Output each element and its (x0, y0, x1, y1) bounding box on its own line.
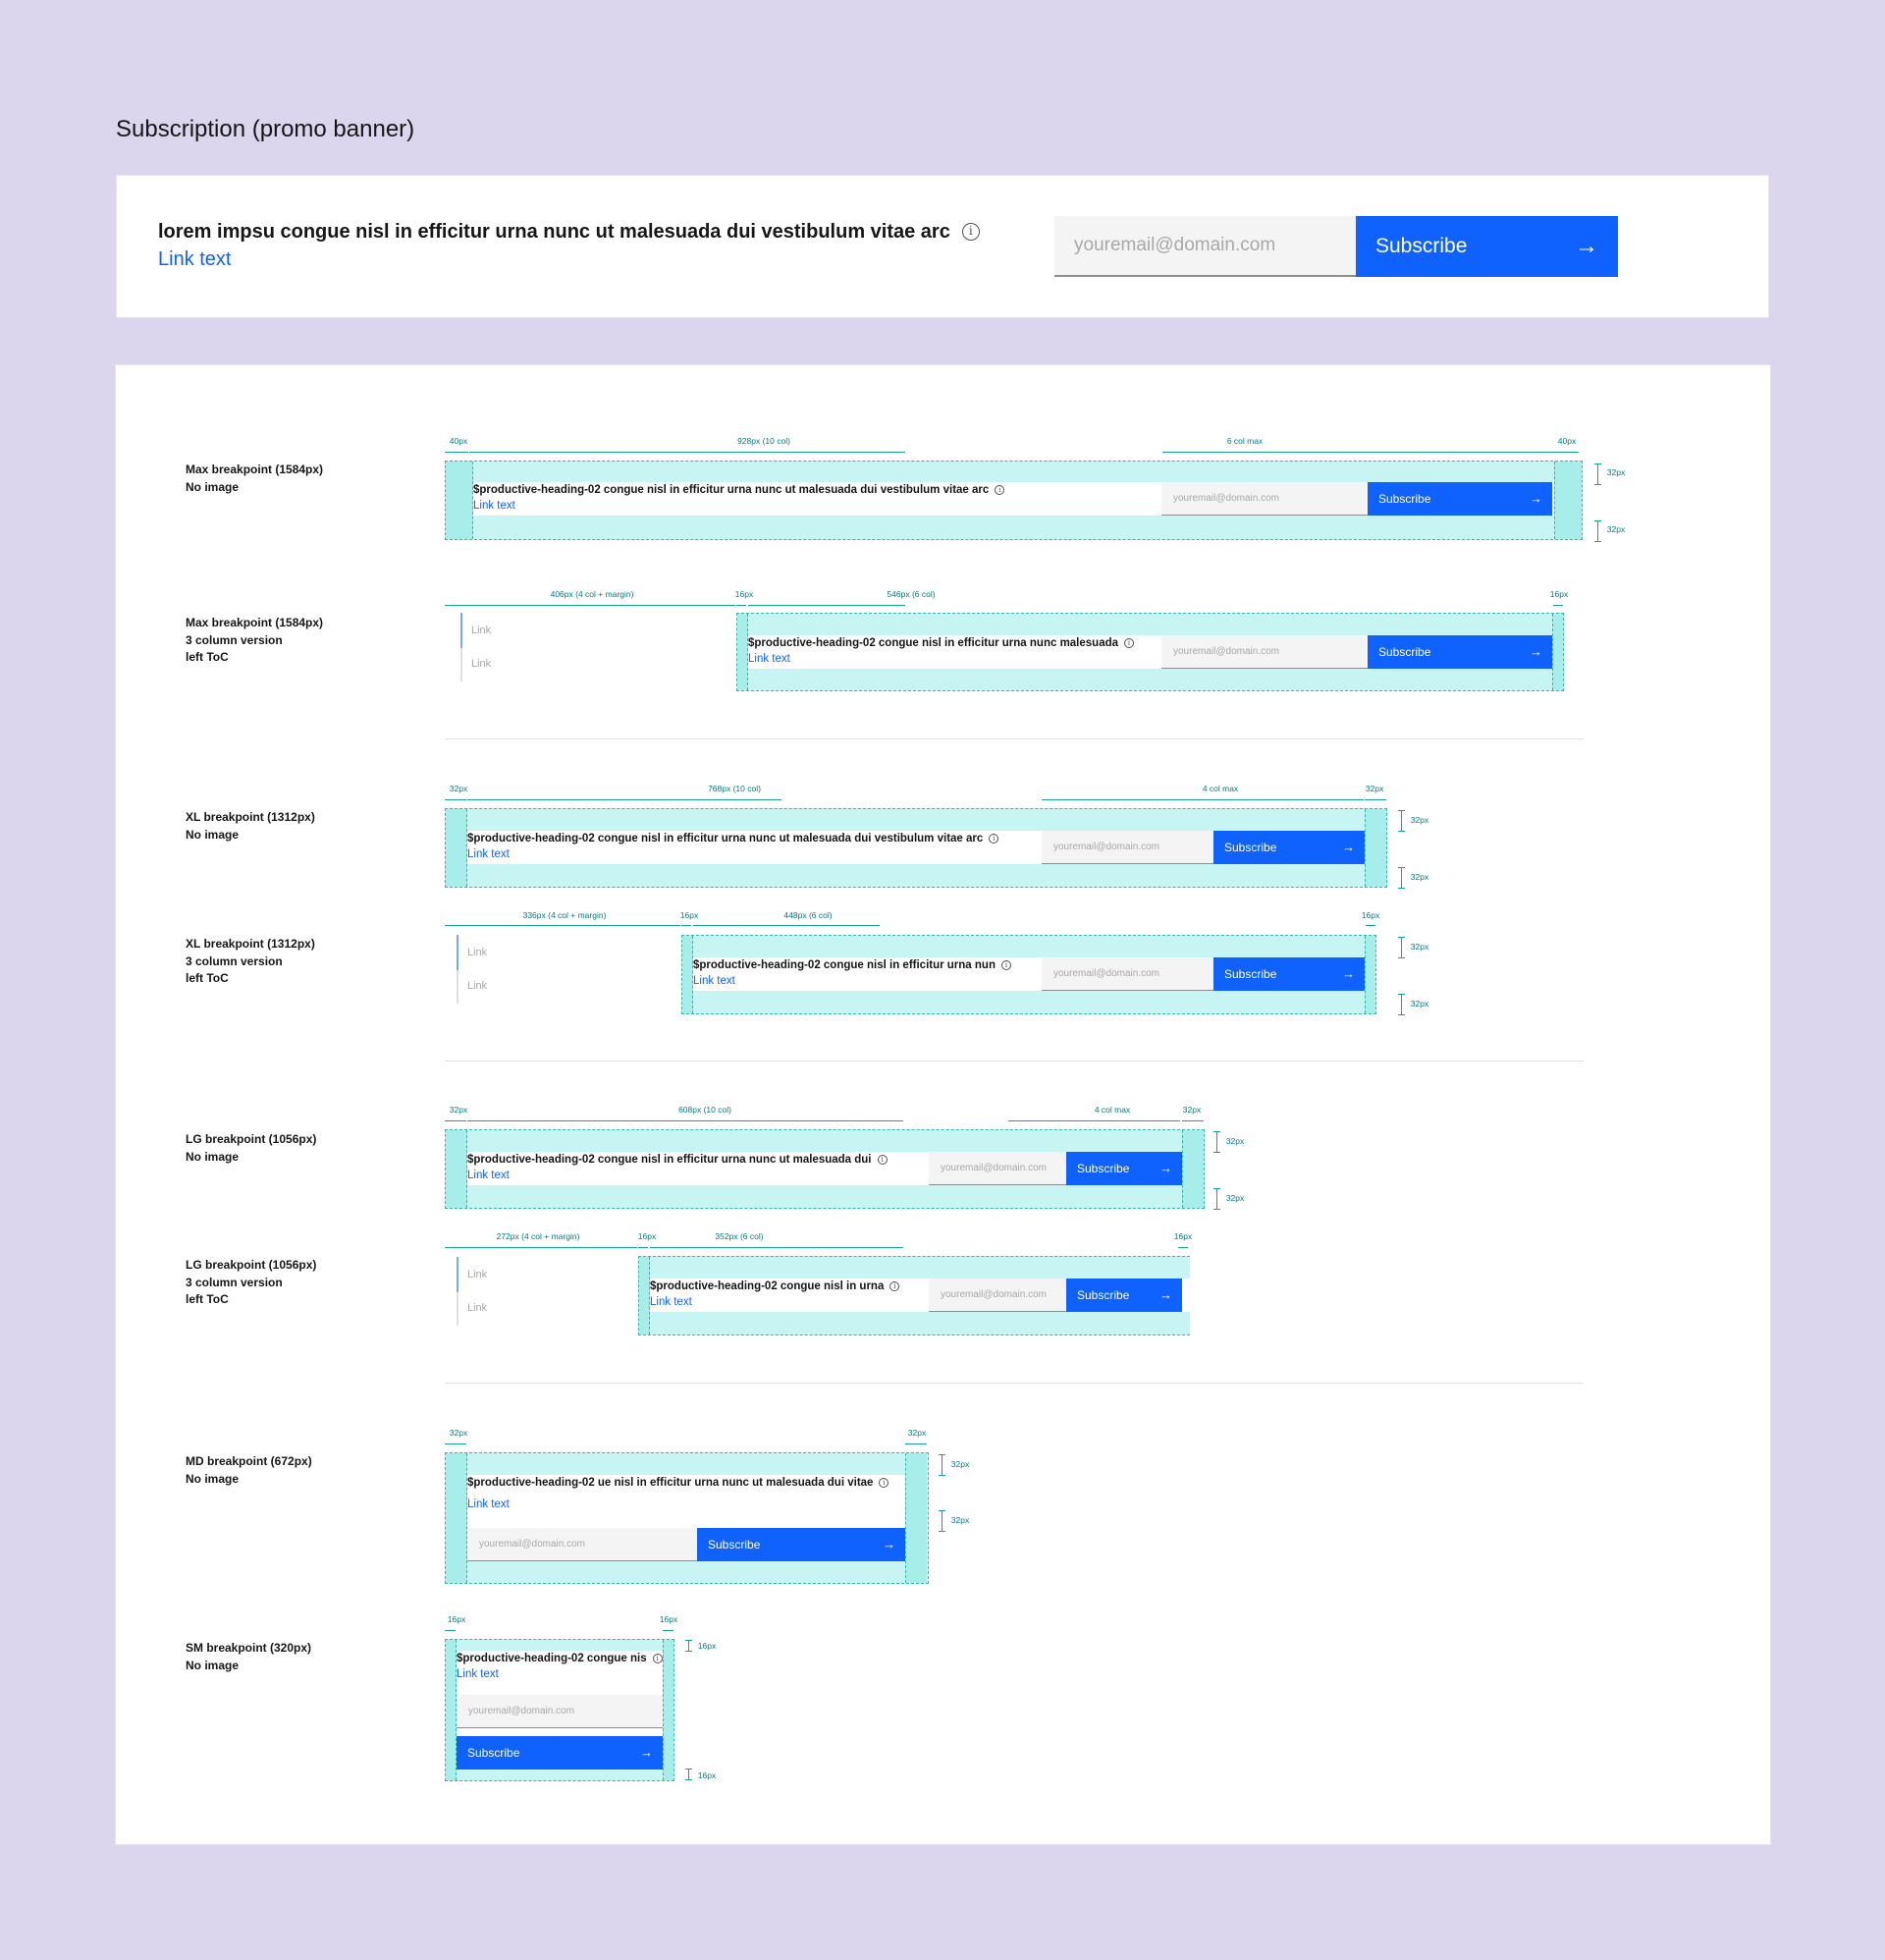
preview-email-input[interactable]: youremail@domain.com (467, 1528, 697, 1561)
promo-banner (116, 175, 1769, 318)
arrow-right-icon: → (1575, 233, 1598, 259)
preview-link[interactable]: Link text (467, 848, 510, 860)
preview-heading (467, 1153, 888, 1167)
preview-heading-text: $productive-heading-02 congue nisl in urna (650, 1280, 885, 1292)
measure-top-padding: 32px (1410, 942, 1429, 952)
preview-heading-text: $productive-heading-02 congue nis (457, 1653, 647, 1664)
measure-line (445, 925, 680, 926)
right-margin-area (1182, 1130, 1204, 1208)
measure-line (445, 1247, 637, 1248)
preview-heading (748, 636, 1134, 650)
measure-right-margin: 16px (659, 1614, 678, 1624)
preview-heading-text: $productive-heading-02 congue nisl in efficitur urna nunc ut malesuada dui vestibulum vitae arc (473, 484, 990, 496)
banner-preview (467, 1475, 905, 1561)
measure-left-margin: 32px (449, 1105, 468, 1115)
preview-heading (693, 958, 1011, 972)
preview-heading (650, 1279, 899, 1293)
info-icon[interactable]: i (989, 834, 998, 844)
preview-heading (467, 832, 998, 845)
banner-preview (457, 1651, 663, 1769)
measure-right-gutter: 16px (1173, 1231, 1193, 1241)
preview-heading-text: $productive-heading-02 congue nisl in efficitur urna nunc ut malesuada dui (467, 1154, 872, 1166)
measure-bottom-padding: 32px (1606, 524, 1626, 534)
measure-line (445, 605, 735, 606)
preview-heading-text: $productive-heading-02 congue nisl in efficitur urna nunc malesuada (748, 637, 1119, 649)
measure-line (469, 452, 905, 453)
spec-label-xl-3col: XL breakpoint (1312px) 3 column version left ToC (186, 937, 315, 985)
toc-link[interactable]: Link (467, 1302, 488, 1314)
measure-line (467, 799, 781, 800)
measure-left-margin: 32px (449, 1428, 468, 1438)
banner-preview (467, 831, 1365, 864)
right-gutter-area (1365, 936, 1375, 1013)
measure-left-margin: 16px (447, 1614, 466, 1624)
spec-label-max-3col: Max breakpoint (1584px) 3 column version left ToC (186, 616, 324, 664)
preview-email-input[interactable]: youremail@domain.com (1161, 635, 1368, 669)
toc-link[interactable]: Link (467, 947, 488, 958)
left-margin-area (446, 1640, 457, 1780)
preview-link[interactable]: Link text (457, 1668, 499, 1680)
measure-content-width: 546px (6 col) (887, 589, 936, 599)
preview-subscribe-label: Subscribe (1224, 967, 1277, 981)
right-margin-area (1365, 809, 1386, 887)
measure-content-width: 448px (6 col) (783, 910, 833, 920)
preview-subscribe-label: Subscribe (1077, 1162, 1130, 1175)
spec-label-md: MD breakpoint (672px) No image (186, 1454, 312, 1486)
preview-subscribe-label: Subscribe (1224, 841, 1277, 854)
preview-heading-text: $productive-heading-02 ue nisl in efficitur urna nunc ut malesuada dui vitae (467, 1477, 874, 1489)
banner-preview (467, 1152, 1182, 1185)
left-margin-area (446, 809, 467, 887)
spec-label-sm: SM breakpoint (320px) No image (186, 1641, 312, 1672)
left-margin-area (446, 1453, 467, 1583)
measure-top-padding: 32px (1410, 815, 1429, 825)
measure-content-width: 768px (10 col) (708, 784, 761, 793)
measure-line (445, 799, 466, 800)
measure-right-gutter: 16px (1361, 910, 1380, 920)
banner-preview (473, 482, 1554, 516)
preview-link[interactable]: Link text (473, 500, 515, 512)
left-margin-area (446, 1130, 467, 1208)
banner-preview (748, 635, 1552, 669)
measure-bottom-padding: 32px (1410, 872, 1429, 882)
measure-bottom-padding: 32px (950, 1515, 970, 1525)
measure-line (1555, 452, 1579, 453)
info-icon[interactable]: i (1001, 960, 1011, 970)
preview-link[interactable]: Link text (748, 653, 790, 665)
measure-bottom-padding: 32px (1410, 999, 1429, 1008)
left-gutter-area (682, 936, 693, 1013)
measure-line (681, 925, 691, 926)
spec-label-max: Max breakpoint (1584px) No image (186, 463, 324, 494)
measure-right-margin: 32px (1182, 1105, 1202, 1115)
measure-line (1365, 799, 1386, 800)
measure-content-width: 352px (6 col) (715, 1231, 764, 1241)
preview-subscribe-button[interactable] (1368, 635, 1552, 669)
measure-left-margin: 40px (449, 436, 468, 446)
measure-line (1042, 799, 1364, 800)
left-gutter-area (639, 1257, 650, 1334)
preview-subscribe-button[interactable] (1368, 482, 1552, 516)
measure-form-width: 4 col max (1202, 784, 1239, 793)
measure-line (1366, 925, 1375, 926)
measure-line (1008, 1120, 1180, 1121)
preview-heading (457, 1652, 663, 1665)
banner-heading (158, 219, 980, 245)
toc-nav (457, 1257, 488, 1326)
arrow-right-icon: → (883, 1537, 895, 1552)
preview-email-input[interactable]: youremail@domain.com (1161, 482, 1368, 516)
preview-email-input[interactable]: youremail@domain.com (929, 1279, 1066, 1312)
section-divider (445, 738, 1584, 739)
measure-toc-width: 336px (4 col + margin) (522, 910, 607, 920)
preview-subscribe-button[interactable] (1066, 1152, 1182, 1185)
arrow-right-icon: → (640, 1745, 653, 1760)
preview-email-input[interactable]: youremail@domain.com (929, 1152, 1066, 1185)
preview-email-input[interactable]: youremail@domain.com (1042, 957, 1213, 991)
subscribe-button-label: Subscribe (1375, 235, 1468, 257)
preview-subscribe-button[interactable] (1213, 957, 1365, 991)
left-margin-area (446, 462, 473, 539)
spec-label-xl: XL breakpoint (1312px) No image (186, 810, 315, 842)
toc-active-indicator (457, 1257, 458, 1292)
right-margin-area (1554, 462, 1582, 539)
measure-right-margin: 32px (907, 1428, 927, 1438)
measure-toc-width: 406px (4 col + margin) (550, 589, 634, 599)
preview-link[interactable]: Link text (467, 1170, 510, 1181)
left-gutter-area (737, 614, 748, 690)
arrow-right-icon: → (1342, 840, 1355, 854)
arrow-right-icon: → (1530, 644, 1542, 659)
preview-heading (467, 1476, 889, 1490)
right-margin-area (663, 1640, 673, 1780)
measure-left-gutter: 16px (637, 1231, 657, 1241)
info-icon[interactable]: i (1124, 638, 1134, 648)
measure-left-gutter: 16px (734, 589, 754, 599)
preview-subscribe-label: Subscribe (708, 1538, 761, 1552)
measure-right-margin: 32px (1365, 784, 1384, 793)
preview-heading (473, 483, 1004, 497)
info-icon[interactable]: i (962, 223, 980, 241)
measure-line (445, 452, 468, 453)
banner-preview (650, 1279, 1190, 1312)
measure-top-padding: 32px (1225, 1136, 1245, 1146)
preview-heading-text: $productive-heading-02 congue nisl in efficitur urna nun (693, 959, 996, 971)
arrow-right-icon: → (1342, 966, 1355, 981)
measure-left-gutter: 16px (679, 910, 699, 920)
arrow-right-icon: → (1530, 491, 1542, 506)
measure-line (693, 925, 880, 926)
toc-nav (457, 935, 488, 1004)
right-gutter-area (1552, 614, 1563, 690)
measure-right-gutter: 16px (1549, 589, 1569, 599)
measure-top-padding: 16px (697, 1641, 717, 1651)
info-icon[interactable]: i (653, 1654, 663, 1663)
measure-line (638, 1247, 648, 1248)
info-icon[interactable]: i (995, 485, 1004, 495)
preview-email-input[interactable]: youremail@domain.com (1042, 831, 1213, 864)
measure-line (1178, 1247, 1188, 1248)
right-margin-area (905, 1453, 927, 1583)
measure-top-padding: 32px (950, 1459, 970, 1469)
measure-line (663, 1630, 673, 1631)
toc-link[interactable]: Link (471, 625, 492, 636)
preview-link[interactable]: Link text (650, 1296, 692, 1308)
preview-subscribe-button[interactable] (1066, 1279, 1182, 1312)
banner-link[interactable]: Link text (158, 248, 232, 270)
spec-label-lg-3col: LG breakpoint (1056px) 3 column version left ToC (186, 1258, 317, 1306)
preview-heading-text: $productive-heading-02 congue nisl in efficitur urna nunc ut malesuada dui vestibulum vitae arc (467, 833, 984, 844)
preview-subscribe-button[interactable] (457, 1736, 663, 1769)
banner-preview (693, 957, 1365, 991)
email-input[interactable]: youremail@domain.com (1054, 216, 1356, 277)
arrow-right-icon: → (1159, 1161, 1172, 1175)
preview-subscribe-label: Subscribe (467, 1746, 520, 1760)
measure-line (905, 1443, 927, 1444)
toc-nav (460, 613, 492, 681)
measure-line (1553, 605, 1563, 606)
measure-bottom-padding: 32px (1225, 1193, 1245, 1203)
measure-line (445, 1443, 466, 1444)
preview-subscribe-label: Subscribe (1378, 492, 1431, 506)
toc-link[interactable]: Link (467, 980, 488, 992)
spec-panel (115, 364, 1771, 1845)
info-icon[interactable]: i (879, 1478, 889, 1488)
measure-right-margin: 40px (1557, 436, 1577, 446)
info-icon[interactable]: i (889, 1281, 899, 1291)
arrow-right-icon: → (1159, 1287, 1172, 1302)
banner-heading-text: lorem impsu congue nisl in efficitur urna nunc ut malesuada dui vestibulum vitae arc (158, 221, 950, 243)
measure-line (736, 605, 746, 606)
preview-subscribe-label: Subscribe (1378, 645, 1431, 659)
toc-link[interactable]: Link (471, 658, 492, 670)
toc-active-indicator (457, 935, 458, 970)
measure-line (467, 1120, 903, 1121)
section-divider (445, 1061, 1584, 1062)
toc-active-indicator (460, 613, 462, 648)
measure-line (650, 1247, 903, 1248)
preview-link[interactable]: Link text (467, 1498, 510, 1510)
measure-line (1182, 1120, 1204, 1121)
measure-form-width: 4 col max (1094, 1105, 1131, 1115)
spec-label-lg: LG breakpoint (1056px) No image (186, 1132, 317, 1164)
page-title: Subscription (promo banner) (116, 116, 415, 142)
info-icon[interactable]: i (878, 1155, 888, 1165)
measure-left-margin: 32px (449, 784, 468, 793)
measure-top-padding: 32px (1606, 467, 1626, 477)
toc-link[interactable]: Link (467, 1269, 488, 1280)
preview-email-input[interactable]: youremail@domain.com (457, 1695, 663, 1728)
measure-line (445, 1630, 456, 1631)
preview-subscribe-button[interactable] (1213, 831, 1365, 864)
measure-line (1162, 452, 1560, 453)
measure-bottom-padding: 16px (697, 1770, 717, 1780)
measure-content-width: 928px (10 col) (737, 436, 790, 446)
section-divider (445, 1383, 1584, 1384)
measure-toc-width: 272px (4 col + margin) (496, 1231, 580, 1241)
measure-content-width: 608px (10 col) (678, 1105, 731, 1115)
measure-form-width: 6 col max (1226, 436, 1264, 446)
measure-line (748, 605, 905, 606)
measure-line (445, 1120, 466, 1121)
subscribe-button[interactable] (1356, 216, 1618, 277)
preview-link[interactable]: Link text (693, 975, 735, 987)
preview-subscribe-label: Subscribe (1077, 1288, 1130, 1302)
preview-subscribe-button[interactable] (697, 1528, 905, 1561)
